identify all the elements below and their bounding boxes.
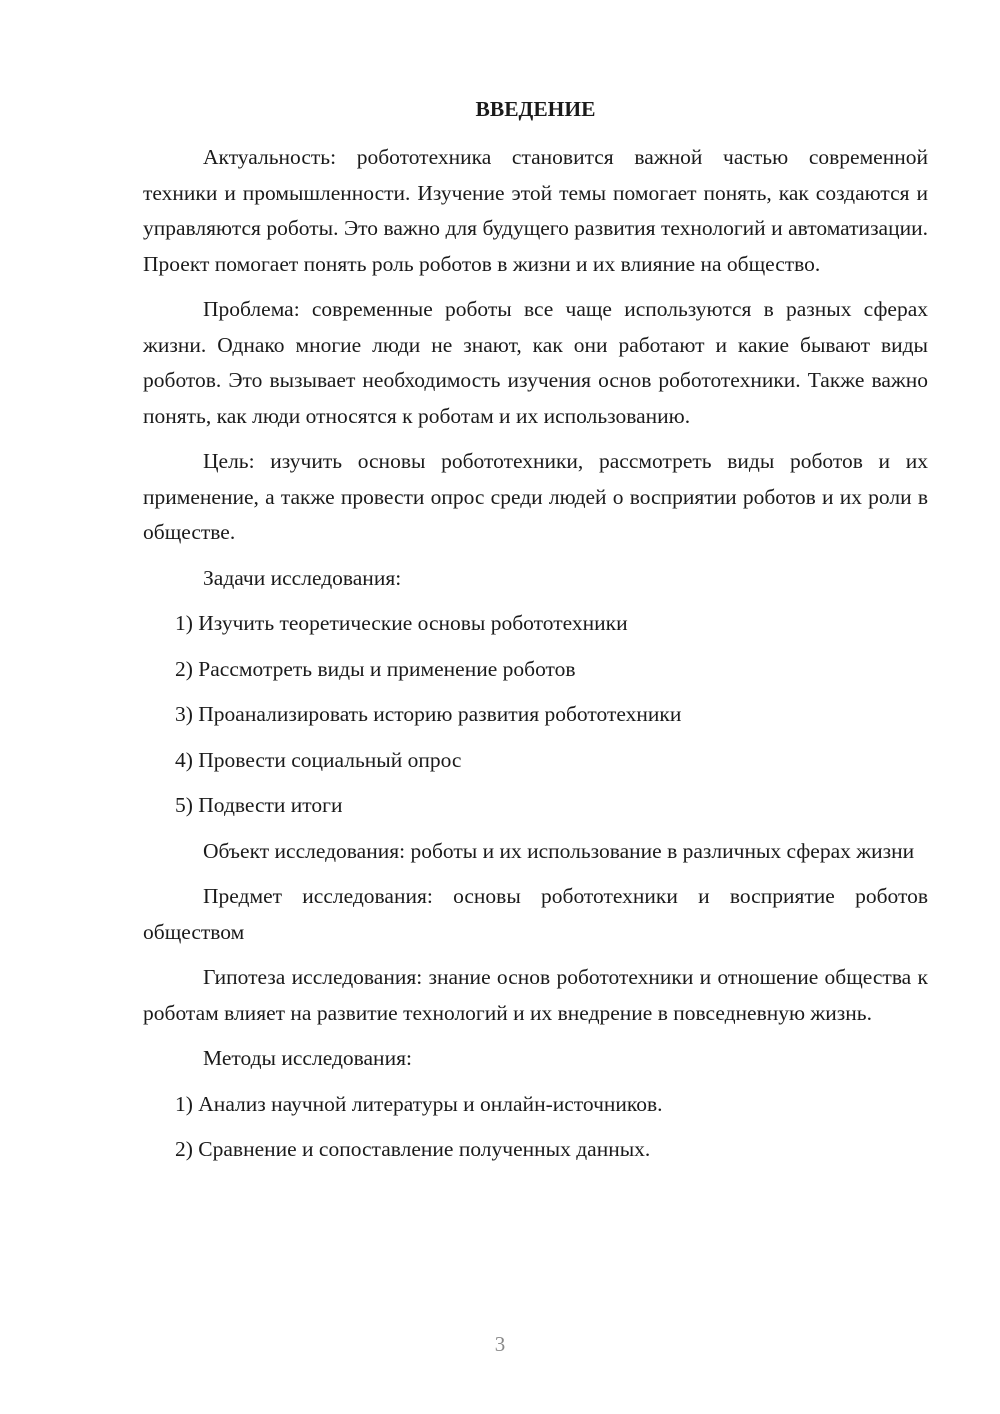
task-item: 4) Провести социальный опрос xyxy=(175,747,462,772)
tasks-list xyxy=(143,606,928,824)
object-paragraph: Объект исследования: роботы и их использование в различных сферах жизни xyxy=(203,838,915,863)
method-item: 1) Анализ научной литературы и онлайн-источников. xyxy=(175,1091,663,1116)
document-page xyxy=(143,92,928,1178)
problem-paragraph: Проблема: современные роботы все чаще используются в разных сферах жизни. Однако многие люди не знают, как они работают и какие бывают виды роботов. Это вызывает необходимость изучения основ робототехники. Также важно понять, как люди относятся к роботам и их использованию. xyxy=(143,297,928,428)
task-item: 5) Подвести итоги xyxy=(175,793,343,817)
method-item: 2) Сравнение и сопоставление полученных данных. xyxy=(175,1137,651,1161)
relevance-paragraph: Актуальность: робототехника становится важной частью современной техники и промышленности. Изучение этой темы помогает понять, как создаются и управляются роботы. Это важно для будущего развития технологий и автоматизации. Проект помогает понять роль роботов в жизни и их влияние на общество. xyxy=(143,145,928,276)
methods-list xyxy=(143,1087,928,1168)
goal-paragraph: Цель: изучить основы робототехники, рассмотреть виды роботов и их применение, а также провести опрос среди людей о восприятии роботов и их роли в обществе. xyxy=(143,449,928,544)
hypothesis-paragraph: Гипотеза исследования: знание основ робототехники и отношение общества к роботам влияет на развитие технологий и их внедрение в повседневную жизнь. xyxy=(143,965,928,1025)
task-item: 3) Проанализировать историю развития робототехники xyxy=(175,702,682,726)
task-item: 2) Рассмотреть виды и применение роботов xyxy=(175,656,576,681)
task-item: 1) Изучить теоретические основы робототехники xyxy=(175,611,628,635)
subject-paragraph: Предмет исследования: основы робототехники и восприятие роботов обществом xyxy=(143,884,928,944)
tasks-heading: Задачи исследования: xyxy=(203,565,402,590)
page-number: 3 xyxy=(494,1332,506,1356)
methods-heading: Методы исследования: xyxy=(203,1046,412,1070)
page-title: ВВЕДЕНИЕ xyxy=(475,97,596,121)
